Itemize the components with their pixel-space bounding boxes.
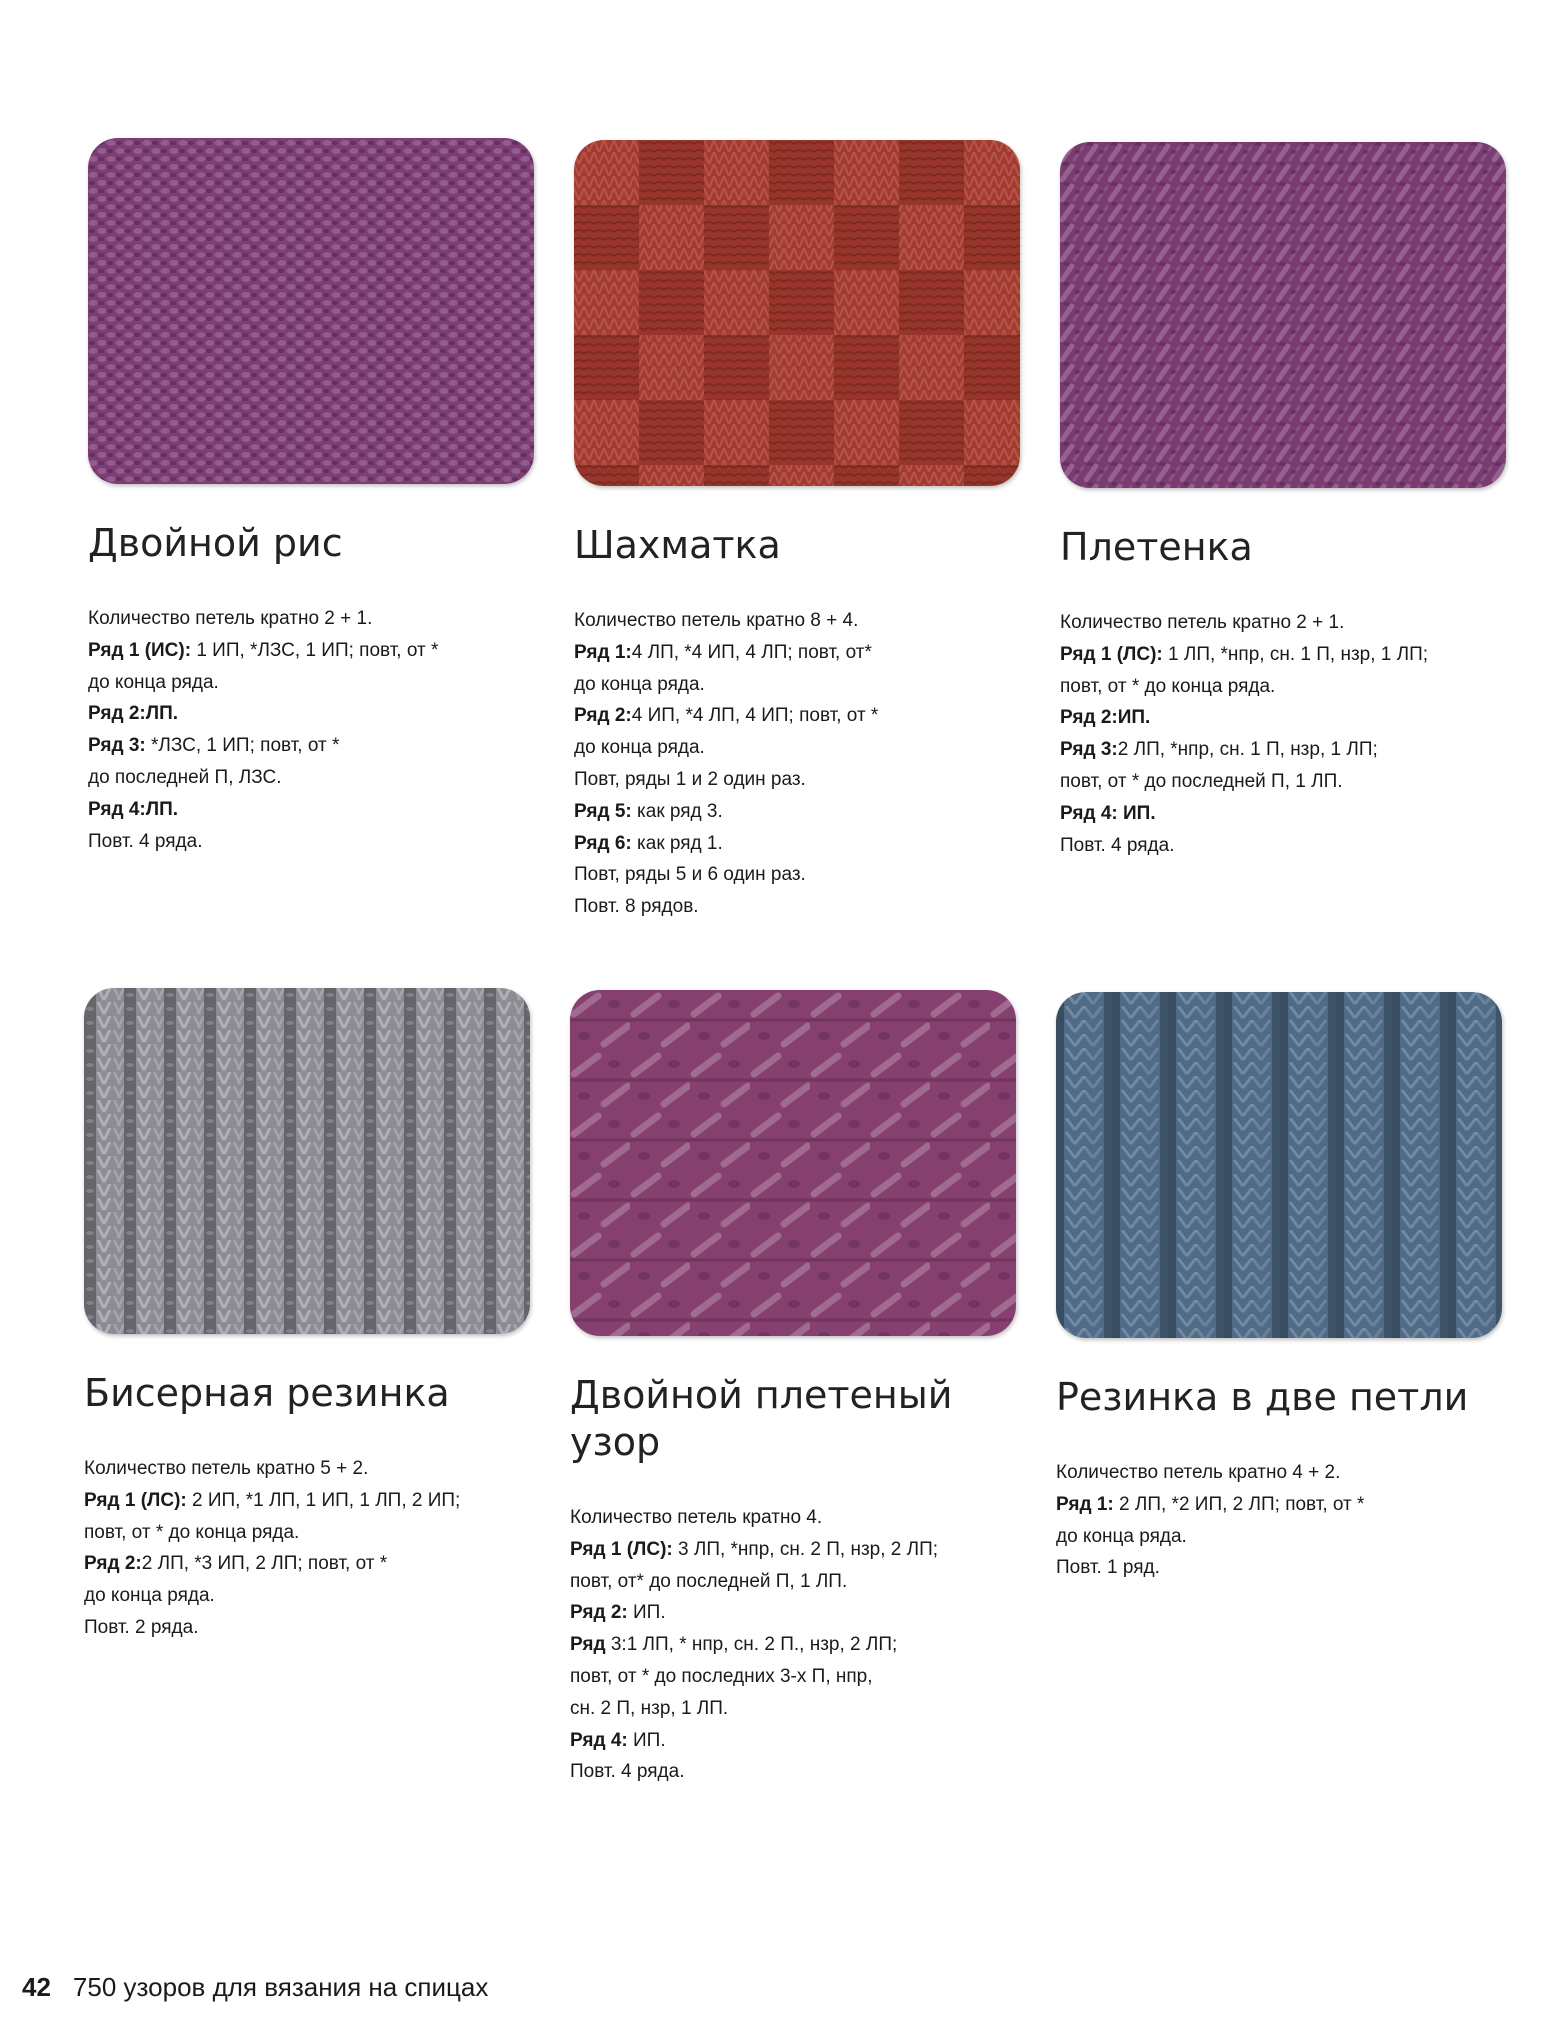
instruction-line: [1060, 830, 1520, 862]
instruction-line: [1056, 1552, 1516, 1584]
instruction-line: [570, 1756, 1030, 1788]
instruction-line: [1056, 1489, 1516, 1521]
row-text: 2 ИП, *1 ЛП, 1 ИП, 1 ЛП, 2 ИП;: [186, 1489, 461, 1511]
instruction-line: [88, 794, 548, 826]
pattern-title: Шахматка: [574, 523, 781, 567]
instruction-line: [574, 796, 1034, 828]
swatch-image-double-moss: [88, 138, 534, 484]
instruction-line: [570, 1534, 1030, 1566]
row-text: до конца ряда.: [1056, 1525, 1187, 1547]
row-text: до конца ряда.: [574, 673, 705, 695]
row-label: Ряд 4:ЛП.: [88, 798, 179, 820]
instruction-line: [84, 1580, 544, 1612]
swatch-image-checkerboard: [574, 140, 1020, 486]
row-text: Повт. 4 ряда.: [570, 1761, 685, 1783]
pattern-card-double-moss: [88, 138, 548, 857]
instruction-line: [570, 1725, 1030, 1757]
row-text: 4 ИП, *4 ЛП, 4 ИП; повт, от *: [631, 705, 879, 727]
instruction-line: [570, 1629, 1030, 1661]
instruction-line: [1060, 766, 1520, 798]
instruction-line: [88, 730, 548, 762]
row-label: Ряд 2:: [570, 1602, 628, 1624]
row-text: ИП.: [627, 1729, 666, 1751]
instruction-line: [1060, 798, 1520, 830]
pattern-title: Резинка в две петли: [1056, 1375, 1469, 1419]
row-text: до конца ряда.: [84, 1585, 215, 1607]
instruction-line: [574, 637, 1034, 669]
instruction-line: [570, 1566, 1030, 1598]
row-text: 3 ЛП, *нпр, сн. 2 П, нзр, 2 ЛП;: [672, 1538, 939, 1560]
row-text: как ряд 3.: [631, 800, 723, 822]
row-text: Повт. 4 ряда.: [88, 830, 203, 852]
row-label: Ряд 5:: [574, 800, 632, 822]
instruction-line: [84, 1453, 544, 1485]
row-text: ИП.: [627, 1602, 666, 1624]
instruction-line: [84, 1612, 544, 1644]
instruction-line: [1060, 734, 1520, 766]
pattern-card-beaded-rib: [84, 988, 544, 1644]
row-label: Ряд 4: ИП.: [1060, 802, 1156, 824]
instruction-line: [574, 669, 1034, 701]
instruction-line: [1060, 671, 1520, 703]
row-label: Ряд 1:: [574, 641, 632, 663]
instruction-line: [574, 700, 1034, 732]
instruction-line: [1060, 639, 1520, 671]
row-text: Количество петель кратно 4 + 2.: [1056, 1462, 1341, 1483]
instruction-line: [574, 891, 1034, 923]
pattern-instructions: [570, 1502, 1030, 1788]
instruction-line: [574, 732, 1034, 764]
row-label: Ряд 2:ЛП.: [88, 703, 179, 725]
row-text: Повт. 1 ряд.: [1056, 1557, 1160, 1579]
instruction-line: [574, 828, 1034, 860]
swatch-image-braid: [1060, 142, 1506, 488]
row-text: сн. 2 П, нзр, 1 ЛП.: [570, 1697, 729, 1719]
pattern-title: Двойной рис: [88, 521, 343, 565]
row-text: 1 ЛП, *нпр, сн. 1 П, нзр, 1 ЛП;: [1162, 643, 1429, 665]
instruction-line: [1060, 702, 1520, 734]
row-text: Повт, ряды 5 и 6 один раз.: [574, 864, 806, 886]
instruction-line: [88, 762, 548, 794]
instruction-line: [570, 1502, 1030, 1534]
book-title: 750 узоров для вязания на спицах: [72, 1972, 489, 2002]
row-text: 2 ЛП, *3 ИП, 2 ЛП; повт, от *: [141, 1553, 388, 1575]
instruction-line: [84, 1517, 544, 1549]
row-label: Ряд 1:: [1056, 1493, 1114, 1515]
row-text: до последней П, ЛЗС.: [88, 766, 282, 788]
instruction-line: [570, 1661, 1030, 1693]
pattern-card-rib-2x2: [1056, 992, 1516, 1584]
page-number: 42: [22, 1972, 51, 2002]
row-text: Количество петель кратно 8 + 4.: [574, 610, 859, 631]
row-label: Ряд 2:: [84, 1553, 142, 1575]
row-text: повт, от * до последней П, 1 ЛП.: [1060, 770, 1343, 792]
row-text: повт, от * до конца ряда.: [1060, 675, 1276, 697]
instruction-line: [1060, 607, 1520, 639]
instruction-line: [88, 698, 548, 730]
row-text: 4 ЛП, *4 ИП, 4 ЛП; повт, от*: [631, 641, 872, 663]
swatch-image-beaded-rib: [84, 988, 530, 1334]
row-text: повт, от * до конца ряда.: [84, 1521, 300, 1543]
row-text: Количество петель кратно 4.: [570, 1507, 823, 1528]
instruction-line: [570, 1693, 1030, 1725]
pattern-instructions: [88, 603, 548, 857]
instruction-line: [1056, 1521, 1516, 1553]
row-text: Количество петель кратно 2 + 1.: [88, 608, 373, 629]
row-label: Ряд 6:: [574, 832, 632, 854]
row-label: Ряд 2:ИП.: [1060, 707, 1151, 729]
row-label: Ряд 2:: [574, 705, 632, 727]
row-text: повт, от * до последних 3-х П, нпр,: [570, 1665, 873, 1687]
instruction-line: [88, 826, 548, 858]
pattern-instructions: [1060, 607, 1520, 861]
instruction-line: [570, 1597, 1030, 1629]
row-text: Повт. 8 рядов.: [574, 896, 699, 918]
pattern-card-double-braid: [570, 990, 1030, 1788]
instruction-line: [1056, 1457, 1516, 1489]
row-text: *ЛЗС, 1 ИП; повт, от *: [145, 735, 340, 757]
row-text: повт, от* до последней П, 1 ЛП.: [570, 1570, 848, 1592]
row-text: Количество петель кратно 2 + 1.: [1060, 612, 1345, 633]
row-label: Ряд 1 (ИС):: [88, 639, 192, 661]
row-label: Ряд 1 (ЛС):: [84, 1489, 187, 1511]
swatch-image-rib-2x2: [1056, 992, 1502, 1338]
row-text: Повт. 2 ряда.: [84, 1616, 199, 1638]
row-text: 3:1 ЛП, * нпр, сн. 2 П., нзр, 2 ЛП;: [605, 1634, 898, 1656]
pattern-instructions: [1056, 1457, 1516, 1584]
page-footer: [22, 1972, 488, 2002]
row-text: Количество петель кратно 5 + 2.: [84, 1458, 369, 1479]
pattern-card-checkerboard: [574, 140, 1034, 923]
instruction-line: [574, 859, 1034, 891]
pattern-instructions: [574, 605, 1034, 923]
row-text: 2 ЛП, *2 ИП, 2 ЛП; повт, от *: [1113, 1493, 1365, 1515]
swatch-image-double-braid: [570, 990, 1016, 1336]
row-label: Ряд: [570, 1634, 606, 1656]
pattern-instructions: [84, 1453, 544, 1644]
instruction-line: [574, 764, 1034, 796]
pattern-title: Бисерная резинка: [84, 1371, 450, 1415]
instruction-line: [88, 635, 548, 667]
row-label: Ряд 3:: [1060, 739, 1118, 761]
row-text: 1 ИП, *ЛЗС, 1 ИП; повт, от *: [191, 639, 439, 661]
row-label: Ряд 1 (ЛС):: [570, 1538, 673, 1560]
row-text: как ряд 1.: [631, 832, 723, 854]
row-text: 2 ЛП, *нпр, сн. 1 П, нзр, 1 ЛП;: [1117, 739, 1378, 761]
instruction-line: [88, 603, 548, 635]
row-text: Повт. 4 ряда.: [1060, 834, 1175, 856]
row-label: Ряд 4:: [570, 1729, 628, 1751]
instruction-line: [84, 1548, 544, 1580]
instruction-line: [88, 667, 548, 699]
instruction-line: [574, 605, 1034, 637]
instruction-line: [84, 1485, 544, 1517]
row-label: Ряд 3:: [88, 735, 146, 757]
pattern-title: Плетенка: [1060, 525, 1253, 569]
row-text: до конца ряда.: [88, 671, 219, 693]
pattern-title: Двойной плетеный узор: [570, 1373, 953, 1464]
row-label: Ряд 1 (ЛС):: [1060, 643, 1163, 665]
pattern-card-braid: [1060, 142, 1520, 861]
row-text: до конца ряда.: [574, 737, 705, 759]
row-text: Повт, ряды 1 и 2 один раз.: [574, 768, 806, 790]
